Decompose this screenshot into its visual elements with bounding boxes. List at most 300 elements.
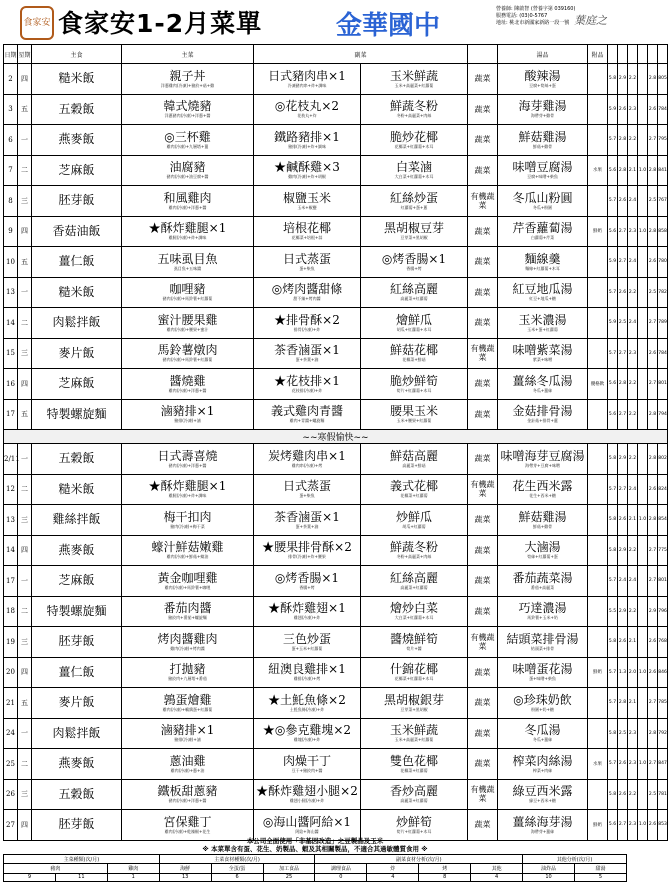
main-dish-ingredients: 雞肉(冷凍)+馬鈴薯+咖哩 [164,584,211,590]
summary-value: 25 [263,873,315,881]
nutrition-value: 5.8 [608,779,618,810]
nutrition-value: 824 [658,474,668,505]
date-cell: 14 [4,535,18,566]
side-dish-2 [361,810,468,841]
side-dish-1-text: ◎烤香腸×1 [274,570,340,585]
contact-line: 服務電話: (03)0-5767 [496,13,548,19]
side-dish-1 [254,779,361,810]
side-dish-2-ingredients: 玉米+腰果+紅蘿蔔 [396,418,432,424]
main-dish-ingredients: 豬肉(冷凍)+馬鈴薯+紅蘿蔔 [162,357,213,363]
nutrition-value: 2.2 [628,125,638,156]
nutrition-value: 2.5 [618,718,628,749]
nutrition-value: 2.6 [648,247,658,278]
main-dish-ingredients: 豬肉(冷凍)+洋蔥+醬 [168,798,207,804]
weekday-cell: 五 [18,688,32,719]
nutrition-value: 2.7 [648,688,658,719]
soup-text: 酸辣湯 [524,68,561,83]
main-dish-text: 油腐豬 [169,160,206,175]
summary-heading: 副菜食材分析(次/月) [315,855,523,864]
nutrition-value: 2.9 [618,444,628,475]
col-nutrition [628,45,638,64]
summary-value: 1 [107,873,159,881]
nutrition-value [638,308,648,339]
side-dish-2 [361,94,468,125]
nutrition-value: 2.1 [628,627,638,658]
nutrition-value [638,125,648,156]
side-dish-2-text: 黑胡椒豆芽 [384,221,445,236]
summary-value: 4 [367,873,419,881]
nutrition-value: 5.7 [608,657,618,688]
nutrition-value [638,535,648,566]
nutrition-value: 2.1 [628,505,638,536]
nutrition-value: 2.5 [618,308,628,339]
soup-ingredients: 金針菇+排骨+薑 [527,418,558,424]
summary-value: 9 [4,873,56,881]
side-dish-1 [254,474,361,505]
summary-label: 炸 [367,864,419,873]
side-dish-1-ingredients: 雞肉+青醬+螺旋麵 [289,418,325,424]
main-dish-ingredients: 雞腿(冷凍)+炸+調味 [168,493,207,499]
weekday-cell: 二 [18,308,32,339]
soup [498,749,588,780]
soup-ingredients: 冬瓜+粉圓 [532,204,553,210]
weekday-cell: 四 [18,369,32,400]
date-cell: 15 [4,338,18,369]
soup-text: 鮮菇雞湯 [518,509,567,524]
menu-row [4,369,668,400]
nutrition-value: 2.4 [628,566,638,597]
side-dish-1 [254,657,361,688]
soup-text: 紅豆地瓜湯 [512,282,573,297]
nutrition-value [638,399,648,430]
side-dish-1-ingredients: 豬排(冷凍)+炸+調味 [288,143,326,149]
side-dish-1-text: 肉燥干丁 [282,753,331,768]
soup-text: ◎珍珠奶飲 [513,692,572,707]
main-dish-ingredients: 豬肉(冷凍)+馬鈴薯+紅蘿蔔 [162,296,213,302]
side-dish-1-text: ◎海山醬阿給×1 [262,814,352,829]
side-dish-2-ingredients: 大白菜+紅蘿蔔+木耳 [394,174,434,180]
nutrition-value [638,779,648,810]
weekday-cell: 四 [18,216,32,247]
side-dish-2 [361,688,468,719]
main-dish-ingredients: 雞肉(冷凍)+洋蔥+醬 [168,204,207,210]
side-dish-2 [361,277,468,308]
soup-ingredients: 玉米+蛋+紅蘿蔔 [527,326,558,332]
main-dish [122,308,254,339]
side-dish-2 [361,308,468,339]
side-dish-2 [361,596,468,627]
date-cell: 10 [4,247,18,278]
main-dish-ingredients: 豬肉(冷凍)+油豆腐+醬 [166,174,209,180]
soup-ingredients: 豆腐+味噌+柴魚 [527,174,558,180]
side-dish-2 [361,155,468,186]
summary-value: 5 [574,873,626,881]
side-dish-2-text: 鮮菇高麗 [390,448,439,463]
side-dish-2 [361,566,468,597]
menu-row [4,779,668,810]
nutrition-value: 2.3 [628,94,638,125]
side-dish-1 [254,125,361,156]
col-nutrition [638,45,648,64]
weekday-cell: 四 [18,535,32,566]
side-dish-2-ingredients: 筍片+紅蘿蔔+木耳 [396,828,432,834]
staple-cell: 麥片飯 [32,338,122,369]
side-dish-2 [361,505,468,536]
nutrition-value: 1.0 [638,749,648,780]
side-dish-1-ingredients: 雞排(冷凍)+烤 [293,676,321,682]
side-dish-2-text: ◎烤香腸×1 [381,251,447,266]
veg-cell: 蔬菜 [468,277,498,308]
nutrition-value: 775 [658,535,668,566]
nutrition-value: 2.2 [628,64,638,95]
veg-cell: 蔬菜 [468,308,498,339]
side-dish-1-text: 炭烤雞肉串×1 [268,448,346,463]
main-dish [122,94,254,125]
summary-value: 8 [419,873,471,881]
side-dish-1-text: ★◎參克雞塊×2 [262,723,352,738]
extra-cell [588,247,608,278]
side-dish-1-text: 茶香滷蛋×1 [274,509,340,524]
side-dish-1-text: 茶香滷蛋×1 [274,343,340,358]
menu-row [4,125,668,156]
main-dish-ingredients: 豬排(冷凍)+滷 [174,737,201,743]
col-weekday: 星期 [18,45,32,64]
side-dish-2-ingredients: 胡瓜+紅蘿蔔+木耳 [396,326,432,332]
date-cell: 13 [4,505,18,536]
side-dish-1-text: 日式蒸蛋 [282,479,331,494]
menu-row [4,810,668,841]
soup-text: 大滷湯 [524,540,561,555]
main-dish-text: 蔥油雞 [169,753,206,768]
nutrition-value [638,474,648,505]
nutrition-value: 805 [658,64,668,95]
main-dish [122,216,254,247]
side-dish-1-ingredients: 豆干+豬絞肉+醬 [291,767,323,773]
main-dish-text: 馬鈴薯燉肉 [157,343,218,358]
nutrition-value [638,718,648,749]
staple-cell: 薑仁飯 [32,247,122,278]
extra-cell [588,308,608,339]
veg-cell: 蔬菜 [468,94,498,125]
soup-ingredients: 海帶芽+雞骨 [530,113,555,119]
nutrition-value: 2.7 [618,399,628,430]
page-header [0,0,630,44]
veg-cell: 蔬菜 [468,155,498,186]
soup-ingredients: 番茄+高麗菜 [530,584,555,590]
staple-cell: 胚芽飯 [32,186,122,217]
nutrition-value [638,444,648,475]
soup-text: 味噌海芽豆腐湯 [500,448,585,463]
main-dish-text: 打拋豬 [169,662,206,677]
soup [498,64,588,95]
weekday-cell: 五 [18,399,32,430]
main-dish-ingredients: 豬肉(冷凍)+梅干菜 [170,523,205,529]
side-dish-2 [361,779,468,810]
soup-ingredients: 綠豆+西米+糖 [529,798,556,804]
col-soup: 湯品 [498,45,588,64]
side-dish-1-text: ◎烤肉醬甜條 [271,282,343,297]
nutrition-value: 2.2 [628,444,638,475]
side-dish-2-ingredients: 香腸+烤 [406,265,422,271]
side-dish-2-text: 炒鮮筍 [396,814,433,829]
summary-heading: 主菜種類(次/月) [4,855,160,864]
soup-ingredients: 結頭菜+排骨 [530,645,555,651]
nutrition-value: 2.2 [628,535,638,566]
summary-label: 雞肉 [107,864,159,873]
extra-cell [588,277,608,308]
nutrition-value [638,186,648,217]
nutrition-value: 784 [658,338,668,369]
main-dish-text: 和風雞肉 [163,190,212,205]
side-dish-1-ingredients: 雞肉串(冷凍)+烤 [291,462,323,468]
menu-body [4,64,668,841]
col-extra: 附品 [588,45,608,64]
nutrition-value: 847 [658,749,668,780]
soup-text: 番茄蔬菜湯 [512,570,573,585]
nutrition-value: 2.6 [618,186,628,217]
extra-cell [588,596,608,627]
side-dish-2-text: 鮮蔬冬粉 [390,540,439,555]
side-dish-1 [254,535,361,566]
main-dish-text: 五味虱目魚 [157,251,218,266]
weekday-cell: 二 [18,596,32,627]
nutrition-value: 1.0 [638,505,648,536]
side-dish-2-ingredients: 胡瓜+紅蘿蔔 [402,523,426,529]
extra-cell [588,399,608,430]
veg-cell: 蔬菜 [468,505,498,536]
date-cell: 26 [4,779,18,810]
veg-cell: 蔬菜 [468,369,498,400]
soup [498,474,588,505]
side-dish-1 [254,596,361,627]
soup-ingredients: 鮮菇+雞骨 [532,143,553,149]
extra-cell [588,338,608,369]
side-dish-2-text: 燴炒白菜 [390,601,439,616]
staple-cell: 燕麥飯 [32,749,122,780]
soup-text: 冬瓜山粉圓 [512,190,573,205]
side-dish-2-text: 醬燒鮮筍 [390,631,439,646]
menu-row [4,474,668,505]
side-dish-1-text: ★酥炸雞翅小腿×2 [256,784,358,799]
nutrition-value: 5.8 [608,627,618,658]
soup-ingredients: 麵線+紅蘿蔔+木耳 [525,265,560,271]
side-dish-2-ingredients: 筍片+紅蘿蔔+木耳 [396,387,432,393]
nutrition-value: 2.7 [648,369,658,400]
side-dish-1-text: 日式蒸蛋 [282,251,331,266]
nutrition-value: 5.6 [608,155,618,186]
main-dish [122,505,254,536]
soup-text: 金菇排骨湯 [512,404,573,419]
weekday-cell: 一 [18,277,32,308]
veg-cell: 有機蔬菜 [468,186,498,217]
staple-cell: 糙米飯 [32,277,122,308]
side-dish-2-text: 白菜滷 [396,160,433,175]
soup [498,810,588,841]
col-staple: 主食 [32,45,122,64]
main-dish-text: ★酥炸雞腿×1 [148,479,227,494]
veg-cell: 蔬菜 [468,64,498,95]
nutrition-value: 2.6 [618,779,628,810]
date-cell: 6 [4,125,18,156]
veg-cell: 蔬菜 [468,718,498,749]
side-dish-2-text: 香炒高麗 [390,784,439,799]
nutrition-value: 1.0 [638,810,648,841]
break-row [4,430,668,444]
main-dish-text: 梅干扣肉 [163,509,212,524]
main-dish-text: 親子丼 [169,68,206,83]
veg-cell: 蔬菜 [468,247,498,278]
side-dish-1 [254,810,361,841]
soup-ingredients: 紅豆+地瓜+糖 [529,296,556,302]
main-dish-ingredients: 雞肉(冷凍)+鮮菇+蠔油 [166,554,209,560]
main-dish-ingredients: 豬絞肉+九層塔+番茄 [168,676,207,682]
side-dish-2-text: 黑胡椒銀芽 [384,692,445,707]
summary-label: 油炸品 [523,864,575,873]
nutrition-value: 2.6 [618,627,628,658]
side-dish-1-text: ★鹹酥雞×3 [274,160,340,175]
extra-cell [588,505,608,536]
side-dish-1-ingredients: 雞翅小腿(冷凍)+炸 [289,798,325,804]
weekday-cell: 一 [18,566,32,597]
nutrition-value: 2.8 [648,64,658,95]
side-dish-2-text: 義式花椰 [390,479,439,494]
side-dish-1-text: ★腰果排骨酥×2 [262,540,352,555]
veg-cell: 蔬菜 [468,566,498,597]
date-cell: 18 [4,596,18,627]
side-dish-2-text: 炒鮮瓜 [396,509,433,524]
main-dish [122,186,254,217]
nutrition-value: 2.6 [618,94,628,125]
summary-value: 0 [315,873,367,881]
extra-cell: 優格飲 [588,369,608,400]
nutrition-value: 2.9 [618,64,628,95]
weekday-cell: 三 [18,627,32,658]
veg-cell: 有機蔬菜 [468,779,498,810]
side-dish-1 [254,369,361,400]
side-dish-1 [254,444,361,475]
side-dish-1-ingredients: 冷凍豬肉串+炸+調味 [287,82,327,88]
menu-row [4,657,668,688]
main-dish-ingredients: 虱目魚+五味醬 [173,265,202,271]
col-date: 日期 [4,45,18,64]
side-dish-2-ingredients: 高麗菜+紅蘿蔔 [400,584,428,590]
soup-ingredients: 蛋+味噌+柴魚 [529,676,556,682]
side-dish-1 [254,186,361,217]
main-dish-text: 黃金咖哩雞 [157,570,218,585]
veg-cell: 蔬菜 [468,444,498,475]
menu-row [4,688,668,719]
nutrition-value: 5.7 [608,125,618,156]
main-dish [122,596,254,627]
staple-cell: 五穀飯 [32,94,122,125]
side-dish-2-text: 脆炒花椰 [390,129,439,144]
col-nutrition [608,45,618,64]
date-cell: 7 [4,155,18,186]
date-cell: 19 [4,627,18,658]
veg-cell: 蔬菜 [468,399,498,430]
soup [498,125,588,156]
main-dish-ingredients: 雞腿(冷凍)+炸+調味 [168,235,207,241]
veg-cell: 有機蔬菜 [468,474,498,505]
side-dish-1 [254,216,361,247]
soup-text: 冬瓜湯 [524,723,561,738]
soup-text: 麵線羹 [524,251,561,266]
soup [498,186,588,217]
nutrition-value: 5.8 [608,718,618,749]
staple-cell: 燕麥飯 [32,535,122,566]
nutrition-value: 5.6 [608,369,618,400]
staple-cell: 胚芽飯 [32,810,122,841]
side-dish-2 [361,247,468,278]
soup-ingredients: 海帶芽+薑絲 [530,828,555,834]
soup [498,688,588,719]
soup-ingredients: 海帶芽+豆腐+味噌 [525,462,560,468]
soup-text: 味噌豆腐湯 [512,160,573,175]
date-cell: 2/11 [4,444,18,475]
weekday-cell: 二 [18,749,32,780]
main-dish [122,749,254,780]
main-dish-text: 蜜汁腰果雞 [157,312,218,327]
menu-row [4,186,668,217]
nutrition-value: 2.0 [628,657,638,688]
nutrition-value: 5.8 [608,444,618,475]
extra-cell [588,444,608,475]
side-dish-2-ingredients: 冬粉+高麗菜+肉絲 [396,554,432,560]
summary-labels [4,864,627,873]
main-dish [122,535,254,566]
extra-cell [588,474,608,505]
nutrition-value [638,566,648,597]
soup-ingredients: 馬鈴薯+玉米+奶 [527,615,558,621]
nutrition-value: 2.8 [618,688,628,719]
nutrition-value: 2.8 [618,155,628,186]
weekday-cell: 一 [18,444,32,475]
staple-cell: 胚芽飯 [32,627,122,658]
side-dish-2-ingredients: 大白菜+紅蘿蔔+木耳 [394,615,434,621]
main-dish [122,155,254,186]
veg-cell: 蔬菜 [468,688,498,719]
soup [498,535,588,566]
main-dish-ingredients: 雞肉(冷凍)+九層塔+薑 [166,143,209,149]
side-dish-1-ingredients: 雞肉(冷凍)+炸+胡椒 [288,174,326,180]
soup [498,505,588,536]
nutrition-value: 780 [658,247,668,278]
nutrition-value [638,247,648,278]
staple-cell: 肉鬆拌飯 [32,308,122,339]
soup-ingredients: 白蘿蔔+芹菜 [530,235,555,241]
signature: 葉庭之 [574,14,607,27]
side-dish-1-ingredients: 花枝丸+炸 [297,113,317,119]
side-dish-2-text: 玉米鮮蔬 [390,723,439,738]
nutrition-value: 5.7 [608,474,618,505]
soup [498,627,588,658]
side-dish-2 [361,535,468,566]
main-dish-ingredients: 雞肉(冷凍)+乾辣椒+花生 [164,828,211,834]
soup [498,247,588,278]
staple-cell: 五穀飯 [32,444,122,475]
soup-text: 鮮菇雞湯 [518,129,567,144]
main-dish-text: 鶉蛋燴雞 [163,692,212,707]
side-dish-1-text: ★花枝排×1 [274,373,340,388]
nutrition-value: 841 [658,155,668,186]
main-dish [122,566,254,597]
veg-cell: 蔬菜 [468,657,498,688]
summary-value: 13 [159,873,211,881]
nutrition-value: 2.6 [648,627,658,658]
side-dish-1-ingredients: 雞翅(冷凍)+炸 [293,615,321,621]
main-dish [122,369,254,400]
main-dish-text: 咖哩豬 [169,282,206,297]
